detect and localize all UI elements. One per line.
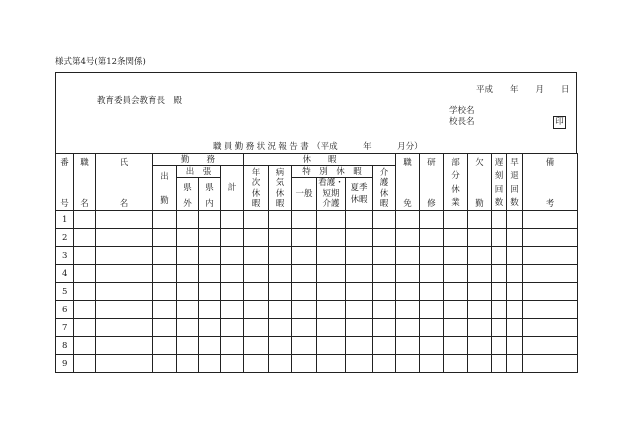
cell-early-leave-count bbox=[507, 229, 523, 247]
cell-name bbox=[96, 355, 153, 373]
cell-early-leave-count bbox=[507, 301, 523, 319]
header-char: 刻 bbox=[494, 171, 504, 182]
cell-special-nursing-care bbox=[317, 301, 346, 319]
cell-early-leave-count bbox=[507, 337, 523, 355]
cell-special-nursing-care bbox=[317, 283, 346, 301]
date-line: 平成 年 月 日 bbox=[476, 85, 570, 95]
cell-annual-leave bbox=[244, 283, 269, 301]
header-char: 職 bbox=[80, 157, 89, 168]
cell-early-leave-count bbox=[507, 319, 523, 337]
header-number bbox=[56, 154, 74, 211]
row-number: 5 bbox=[56, 283, 74, 301]
cell-trip-inside bbox=[199, 265, 221, 283]
cell-special-general bbox=[292, 301, 317, 319]
cell-special-general bbox=[292, 247, 317, 265]
cell-training bbox=[420, 355, 444, 373]
header-char: 退 bbox=[510, 171, 519, 182]
cell-job-title bbox=[74, 301, 96, 319]
cell-training bbox=[420, 211, 444, 229]
cell-duty-exemption bbox=[396, 211, 420, 229]
header-char: 年 bbox=[251, 167, 261, 178]
cell-name bbox=[96, 283, 153, 301]
cell-care-leave bbox=[373, 355, 396, 373]
cell-attendance-days bbox=[153, 265, 177, 283]
header-char: 数 bbox=[510, 198, 519, 209]
cell-sick-leave bbox=[269, 355, 292, 373]
header-char: 職 bbox=[403, 157, 412, 168]
row-number: 3 bbox=[56, 247, 74, 265]
cell-remarks bbox=[523, 229, 578, 247]
cell-duty-exemption bbox=[396, 301, 420, 319]
cell-care-leave bbox=[373, 337, 396, 355]
cell-trip-outside bbox=[177, 355, 199, 373]
cell-attendance-days bbox=[153, 211, 177, 229]
row-number: 6 bbox=[56, 301, 74, 319]
report-title bbox=[213, 142, 423, 152]
cell-attendance-days bbox=[153, 337, 177, 355]
cell-care-leave bbox=[373, 211, 396, 229]
header-char: 出 bbox=[160, 171, 169, 182]
cell-early-leave-count bbox=[507, 355, 523, 373]
header-char: 暇 bbox=[379, 199, 389, 210]
header-char: 研 bbox=[427, 157, 436, 168]
header-char: 内 bbox=[205, 198, 214, 209]
cell-training bbox=[420, 301, 444, 319]
cell-care-leave bbox=[373, 229, 396, 247]
cell-remarks bbox=[523, 247, 578, 265]
addressee: 教育委員会教育長 殿 bbox=[97, 96, 183, 106]
cell-remarks bbox=[523, 283, 578, 301]
cell-sick-leave bbox=[269, 301, 292, 319]
report-title-period: （平成 年 月分） bbox=[312, 142, 423, 152]
row-number: 9 bbox=[56, 355, 74, 373]
header-row-1 bbox=[56, 154, 578, 166]
cell-special-summer bbox=[346, 355, 373, 373]
cell-special-summer bbox=[346, 319, 373, 337]
cell-name bbox=[96, 211, 153, 229]
cell-job-title bbox=[74, 211, 96, 229]
header-char: 護 bbox=[379, 178, 389, 189]
cell-partial-leave bbox=[444, 355, 468, 373]
cell-late-count bbox=[492, 355, 507, 373]
report-title-main: 職員勤務状況報告書 bbox=[213, 142, 312, 152]
header-char: 業 bbox=[451, 198, 460, 209]
header-char: 号 bbox=[60, 198, 69, 209]
cell-trip-outside bbox=[177, 211, 199, 229]
cell-remarks bbox=[523, 319, 578, 337]
cell-sick-leave bbox=[269, 247, 292, 265]
header-training bbox=[420, 154, 444, 211]
cell-annual-leave bbox=[244, 319, 269, 337]
cell-special-nursing-care bbox=[317, 229, 346, 247]
table-row bbox=[56, 247, 578, 265]
cell-trip-inside bbox=[199, 337, 221, 355]
header-char: 次 bbox=[251, 178, 261, 189]
seal-box: 印 bbox=[553, 116, 566, 129]
header-char: 休 bbox=[275, 188, 285, 199]
header-char: 夏季 bbox=[350, 183, 368, 193]
cell-duty-exemption bbox=[396, 229, 420, 247]
header-char: 暇 bbox=[251, 199, 261, 210]
cell-absence bbox=[468, 229, 492, 247]
header-char: 免 bbox=[403, 198, 412, 209]
cell-annual-leave bbox=[244, 265, 269, 283]
header-char: 氏 bbox=[119, 157, 129, 168]
header-job-title bbox=[74, 154, 96, 211]
cell-special-summer bbox=[346, 211, 373, 229]
table-row bbox=[56, 283, 578, 301]
cell-name bbox=[96, 229, 153, 247]
cell-job-title bbox=[74, 337, 96, 355]
cell-absence bbox=[468, 247, 492, 265]
cell-name bbox=[96, 265, 153, 283]
cell-absence bbox=[468, 265, 492, 283]
header-group-attendance: 勤 務 bbox=[153, 154, 244, 166]
header-attendance-days bbox=[153, 166, 177, 211]
header-trip-outside bbox=[177, 178, 199, 211]
cell-duty-exemption bbox=[396, 355, 420, 373]
cell-special-general bbox=[292, 355, 317, 373]
header-char: 県 bbox=[183, 182, 192, 193]
cell-absence bbox=[468, 301, 492, 319]
cell-attendance-days bbox=[153, 301, 177, 319]
header-special-nursing-care bbox=[317, 178, 346, 211]
cell-trip-outside bbox=[177, 229, 199, 247]
header-char: 県 bbox=[205, 182, 214, 193]
cell-attendance-total bbox=[221, 301, 244, 319]
header-absence bbox=[468, 154, 492, 211]
header-total bbox=[221, 166, 244, 211]
cell-trip-inside bbox=[199, 229, 221, 247]
cell-name bbox=[96, 319, 153, 337]
cell-training bbox=[420, 283, 444, 301]
cell-late-count bbox=[492, 283, 507, 301]
header-char: 数 bbox=[494, 198, 504, 209]
header-group-special-leave: 特 別 休 暇 bbox=[292, 166, 373, 178]
cell-training bbox=[420, 265, 444, 283]
cell-sick-leave bbox=[269, 265, 292, 283]
header-char: 休 bbox=[451, 184, 460, 195]
header-char: 修 bbox=[427, 198, 436, 209]
cell-early-leave-count bbox=[507, 283, 523, 301]
cell-trip-inside bbox=[199, 355, 221, 373]
cell-remarks bbox=[523, 211, 578, 229]
cell-special-summer bbox=[346, 301, 373, 319]
cell-absence bbox=[468, 355, 492, 373]
cell-job-title bbox=[74, 283, 96, 301]
header-char: 備 bbox=[545, 157, 555, 168]
header-char: 短期 bbox=[322, 188, 340, 199]
cell-duty-exemption bbox=[396, 247, 420, 265]
cell-attendance-total bbox=[221, 211, 244, 229]
cell-special-nursing-care bbox=[317, 337, 346, 355]
cell-partial-leave bbox=[444, 283, 468, 301]
header-early-leave-count bbox=[507, 154, 523, 211]
header-char: 外 bbox=[183, 198, 192, 209]
header-char: 休 bbox=[379, 188, 389, 199]
cell-absence bbox=[468, 319, 492, 337]
cell-special-nursing-care bbox=[317, 265, 346, 283]
cell-sick-leave bbox=[269, 229, 292, 247]
table-row bbox=[56, 211, 578, 229]
header-group-leave: 休 暇 bbox=[244, 154, 396, 166]
cell-trip-outside bbox=[177, 301, 199, 319]
cell-special-nursing-care bbox=[317, 319, 346, 337]
header-char: 遅 bbox=[494, 157, 504, 168]
cell-care-leave bbox=[373, 283, 396, 301]
school-label: 学校名 bbox=[449, 106, 475, 116]
header-char: 早 bbox=[510, 157, 519, 168]
cell-partial-leave bbox=[444, 337, 468, 355]
table-row bbox=[56, 229, 578, 247]
cell-sick-leave bbox=[269, 319, 292, 337]
cell-early-leave-count bbox=[507, 265, 523, 283]
cell-trip-inside bbox=[199, 301, 221, 319]
header-char: 休 bbox=[251, 188, 261, 199]
cell-duty-exemption bbox=[396, 337, 420, 355]
table-row bbox=[56, 265, 578, 283]
cell-job-title bbox=[74, 247, 96, 265]
cell-remarks bbox=[523, 301, 578, 319]
table-row bbox=[56, 319, 578, 337]
header-char: 勤 bbox=[475, 198, 484, 209]
attendance-report-table bbox=[55, 153, 578, 373]
header-char: 考 bbox=[545, 198, 555, 209]
cell-trip-outside bbox=[177, 265, 199, 283]
cell-annual-leave bbox=[244, 337, 269, 355]
cell-annual-leave bbox=[244, 211, 269, 229]
cell-partial-leave bbox=[444, 247, 468, 265]
cell-care-leave bbox=[373, 319, 396, 337]
cell-partial-leave bbox=[444, 319, 468, 337]
header-group-business-trip: 出 張 bbox=[177, 166, 221, 178]
cell-care-leave bbox=[373, 301, 396, 319]
cell-trip-inside bbox=[199, 211, 221, 229]
cell-special-summer bbox=[346, 265, 373, 283]
cell-job-title bbox=[74, 355, 96, 373]
cell-early-leave-count bbox=[507, 211, 523, 229]
cell-attendance-total bbox=[221, 265, 244, 283]
header-remarks bbox=[523, 154, 578, 211]
cell-training bbox=[420, 229, 444, 247]
cell-training bbox=[420, 247, 444, 265]
principal-label: 校長名 bbox=[449, 117, 475, 127]
header-char: 看護・ bbox=[318, 178, 344, 189]
row-number: 8 bbox=[56, 337, 74, 355]
cell-late-count bbox=[492, 301, 507, 319]
row-number: 2 bbox=[56, 229, 74, 247]
cell-special-nursing-care bbox=[317, 355, 346, 373]
header-care-leave bbox=[373, 166, 396, 211]
header-char: 病 bbox=[275, 167, 285, 178]
cell-name bbox=[96, 247, 153, 265]
cell-special-summer bbox=[346, 283, 373, 301]
cell-trip-outside bbox=[177, 247, 199, 265]
header-char: 介護 bbox=[322, 199, 340, 210]
cell-attendance-total bbox=[221, 319, 244, 337]
header-char: 部 bbox=[451, 157, 460, 168]
header-char: 名 bbox=[80, 198, 89, 209]
table-row bbox=[56, 337, 578, 355]
cell-name bbox=[96, 301, 153, 319]
cell-partial-leave bbox=[444, 265, 468, 283]
cell-early-leave-count bbox=[507, 247, 523, 265]
cell-care-leave bbox=[373, 247, 396, 265]
header-partial-leave bbox=[444, 154, 468, 211]
cell-trip-inside bbox=[199, 283, 221, 301]
table-row bbox=[56, 355, 578, 373]
header-char: 番 bbox=[60, 157, 69, 168]
cell-trip-outside bbox=[177, 337, 199, 355]
cell-name bbox=[96, 337, 153, 355]
cell-sick-leave bbox=[269, 337, 292, 355]
header-char: 回 bbox=[510, 184, 519, 195]
cell-late-count bbox=[492, 319, 507, 337]
header-duty-exemption bbox=[396, 154, 420, 211]
cell-special-general bbox=[292, 337, 317, 355]
cell-attendance-days bbox=[153, 247, 177, 265]
cell-sick-leave bbox=[269, 283, 292, 301]
cell-late-count bbox=[492, 337, 507, 355]
cell-late-count bbox=[492, 229, 507, 247]
cell-attendance-total bbox=[221, 355, 244, 373]
cell-partial-leave bbox=[444, 301, 468, 319]
cell-attendance-total bbox=[221, 283, 244, 301]
cell-trip-inside bbox=[199, 319, 221, 337]
cell-care-leave bbox=[373, 265, 396, 283]
row-number: 7 bbox=[56, 319, 74, 337]
cell-special-nursing-care bbox=[317, 247, 346, 265]
header-annual-leave bbox=[244, 166, 269, 211]
cell-attendance-total bbox=[221, 247, 244, 265]
header-trip-inside bbox=[199, 178, 221, 211]
header-char: 分 bbox=[451, 171, 460, 182]
cell-attendance-days bbox=[153, 319, 177, 337]
cell-attendance-total bbox=[221, 229, 244, 247]
header-char: 勤 bbox=[160, 195, 169, 206]
cell-partial-leave bbox=[444, 229, 468, 247]
cell-duty-exemption bbox=[396, 265, 420, 283]
cell-training bbox=[420, 319, 444, 337]
cell-annual-leave bbox=[244, 301, 269, 319]
table-row bbox=[56, 301, 578, 319]
cell-special-general bbox=[292, 319, 317, 337]
cell-special-general bbox=[292, 211, 317, 229]
cell-absence bbox=[468, 337, 492, 355]
row-number: 1 bbox=[56, 211, 74, 229]
cell-special-summer bbox=[346, 247, 373, 265]
header-char: 介 bbox=[379, 167, 389, 178]
cell-remarks bbox=[523, 337, 578, 355]
header-char: 名 bbox=[119, 198, 129, 209]
header-late-count bbox=[492, 154, 507, 211]
cell-special-summer bbox=[346, 229, 373, 247]
cell-attendance-days bbox=[153, 283, 177, 301]
cell-special-general bbox=[292, 229, 317, 247]
cell-sick-leave bbox=[269, 211, 292, 229]
cell-late-count bbox=[492, 265, 507, 283]
cell-trip-outside bbox=[177, 283, 199, 301]
cell-trip-outside bbox=[177, 319, 199, 337]
cell-job-title bbox=[74, 229, 96, 247]
cell-remarks bbox=[523, 265, 578, 283]
header-char: 休暇 bbox=[350, 195, 368, 205]
cell-annual-leave bbox=[244, 247, 269, 265]
cell-attendance-days bbox=[153, 355, 177, 373]
header-char: 気 bbox=[275, 178, 285, 189]
cell-partial-leave bbox=[444, 211, 468, 229]
cell-special-summer bbox=[346, 337, 373, 355]
cell-annual-leave bbox=[244, 229, 269, 247]
cell-special-general bbox=[292, 283, 317, 301]
cell-attendance-total bbox=[221, 337, 244, 355]
cell-job-title bbox=[74, 265, 96, 283]
form-number: 様式第4号(第12条関係) bbox=[55, 57, 146, 67]
cell-late-count bbox=[492, 211, 507, 229]
cell-annual-leave bbox=[244, 355, 269, 373]
cell-trip-inside bbox=[199, 247, 221, 265]
header-char: 一般 bbox=[295, 189, 313, 199]
header-sick-leave bbox=[269, 166, 292, 211]
cell-remarks bbox=[523, 355, 578, 373]
header-char: 暇 bbox=[275, 199, 285, 210]
cell-duty-exemption bbox=[396, 319, 420, 337]
header-special-general bbox=[292, 178, 317, 211]
cell-attendance-days bbox=[153, 229, 177, 247]
header-special-summer bbox=[346, 178, 373, 211]
cell-job-title bbox=[74, 319, 96, 337]
header-char: 回 bbox=[494, 184, 504, 195]
row-number: 4 bbox=[56, 265, 74, 283]
header-char: 欠 bbox=[475, 157, 484, 168]
cell-duty-exemption bbox=[396, 283, 420, 301]
cell-absence bbox=[468, 283, 492, 301]
cell-special-general bbox=[292, 265, 317, 283]
cell-training bbox=[420, 337, 444, 355]
cell-absence bbox=[468, 211, 492, 229]
header-char: 計 bbox=[227, 183, 237, 193]
cell-late-count bbox=[492, 247, 507, 265]
cell-special-nursing-care bbox=[317, 211, 346, 229]
header-name bbox=[96, 154, 153, 211]
